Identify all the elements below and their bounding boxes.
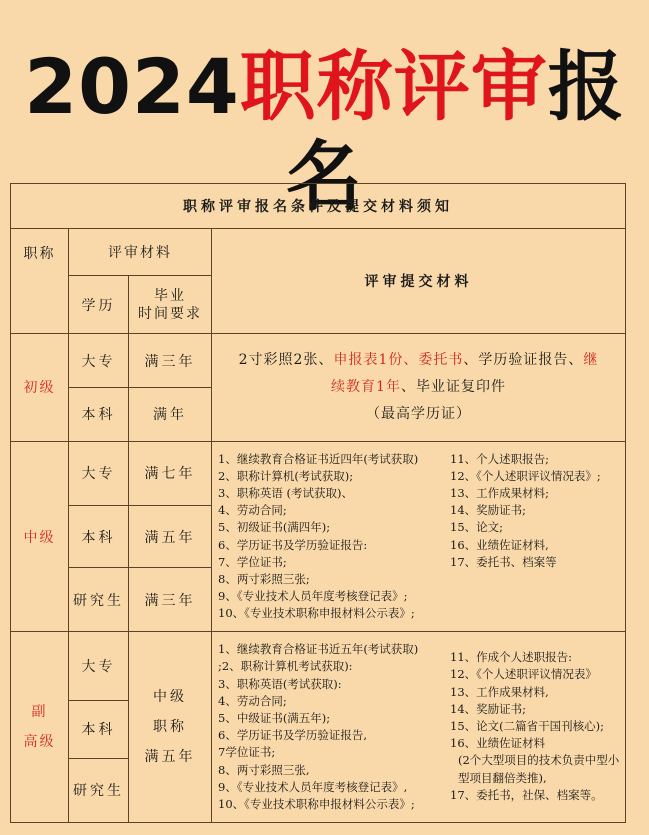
list-item: 12、《个人述职评议情况表》;: [450, 468, 601, 483]
list-item: 5、中级证书(满五年);: [218, 710, 331, 725]
list-item: 14、奖励证书;: [450, 503, 527, 518]
list-item: 11、作成个人述职报告:: [450, 650, 573, 665]
list-item: 13、工作成果材料,: [450, 684, 549, 699]
header-grad-time: 毕业 时间要求: [129, 276, 212, 334]
header-submit: 评审提交材料: [212, 228, 626, 334]
junior-materials: [212, 334, 626, 442]
list-item: 7学位证书;: [218, 745, 276, 760]
senior-edu-1: 大专: [69, 632, 129, 700]
list-item: 12、《个人述职评议情况表》: [450, 667, 597, 682]
mid-list-a: [218, 451, 450, 623]
list-item: 7、学位证书;: [218, 554, 287, 569]
mid-list-b: [450, 451, 623, 623]
list-item: 2、职称计算机(考试获取);: [218, 468, 354, 483]
list-item: 5、初级证书(满四年);: [218, 520, 331, 535]
junior-mat-r2: 继续教育1年: [331, 351, 599, 395]
junior-edu-2: 本科: [69, 387, 129, 441]
list-item: 17、委托书、档案等: [450, 554, 557, 569]
headline-year: 2024: [24, 42, 240, 131]
mid-req-2: 满五年: [129, 506, 212, 568]
junior-edu-1: 大专: [69, 334, 129, 388]
junior-req-1: 满三年: [129, 334, 212, 388]
list-item: 13、工作成果材料;: [450, 485, 550, 500]
list-item: 8、两寸彩照三张,: [218, 762, 310, 777]
senior-list-b: [450, 641, 623, 813]
header-title-col: 职称: [11, 228, 69, 334]
list-item: (2个大型项目的技术负责中型小型项目翻倍类推),: [458, 753, 620, 785]
list-item: 9、《专业技术人员年度考核登记表》,: [218, 779, 408, 794]
mid-edu-1: 大专: [69, 441, 129, 505]
level-intermediate: 中级: [11, 441, 69, 632]
mid-req-1: 满七年: [129, 441, 212, 505]
junior-mat-p4: （最高学历证）: [366, 405, 471, 422]
list-item: 4、劳动合同;: [218, 503, 287, 518]
junior-mat-p2: 、学历验证报告、: [463, 351, 584, 368]
mid-edu-3: 研究生: [69, 568, 129, 632]
level-senior: 副 高级: [11, 632, 69, 823]
list-item: 17、委托书，社保、档案等。: [450, 787, 603, 802]
senior-list-a: [218, 641, 450, 813]
list-item: 6、学历证书及学历验证报告:: [218, 537, 368, 552]
junior-mat-r1: 申报表1份、委托书: [333, 351, 464, 368]
mid-req-3: 满三年: [129, 568, 212, 632]
list-item: 15、论文(二篇省干国刊核心);: [450, 718, 604, 733]
senior-req: 中级 职称 满五年: [129, 632, 212, 823]
headline-highlight: 职称评审: [239, 42, 548, 131]
list-item: 15、论文;: [450, 520, 504, 535]
list-item: 10、《专业技术职称申报材料公示表》;: [218, 606, 415, 621]
junior-req-2: 满年: [129, 387, 212, 441]
list-item: 16、业绩佐证材料: [450, 736, 546, 751]
table-title: 职称评审报名条件及提交材料须知: [11, 184, 626, 229]
header-education: 学历: [69, 276, 129, 334]
senior-materials: [212, 632, 626, 823]
list-item: ;2、职称计算机考试获取):: [218, 659, 353, 674]
headline-tail: 报名: [286, 42, 625, 221]
list-item: 6、学历证书及学历验证报告,: [218, 728, 367, 743]
list-item: 3、职称英语 (考试获取)、: [218, 485, 353, 500]
list-item: 1、继续教育合格证书近五年(考试获取): [218, 642, 419, 657]
header-materials: 评审材料: [69, 228, 212, 276]
list-item: 14、奖励证书;: [450, 701, 527, 716]
senior-edu-2: 本科: [69, 700, 129, 758]
level-junior: 初级: [11, 334, 69, 442]
list-item: 10、《专业技术职称申报材料公示表》;: [218, 796, 415, 811]
list-item: 3、职称英语(考试获取):: [218, 676, 342, 691]
list-item: 9、《专业技术人员年度考核登记表》;: [218, 589, 408, 604]
requirements-table: [10, 183, 626, 823]
list-item: 11、个人述职报告;: [450, 451, 550, 466]
list-item: 16、业绩佐证材料,: [450, 537, 549, 552]
mid-materials: [212, 441, 626, 632]
list-item: 4、劳动合同;: [218, 693, 287, 708]
list-item: 1、继续教育合格证书近四年(考试获取): [218, 451, 419, 466]
mid-edu-2: 本科: [69, 506, 129, 568]
junior-mat-p1: 2寸彩照2张、: [238, 351, 334, 368]
junior-mat-p3: 、毕业证复印件: [400, 378, 506, 395]
senior-edu-3: 研究生: [69, 758, 129, 822]
list-item: 8、两寸彩照三张;: [218, 572, 310, 586]
